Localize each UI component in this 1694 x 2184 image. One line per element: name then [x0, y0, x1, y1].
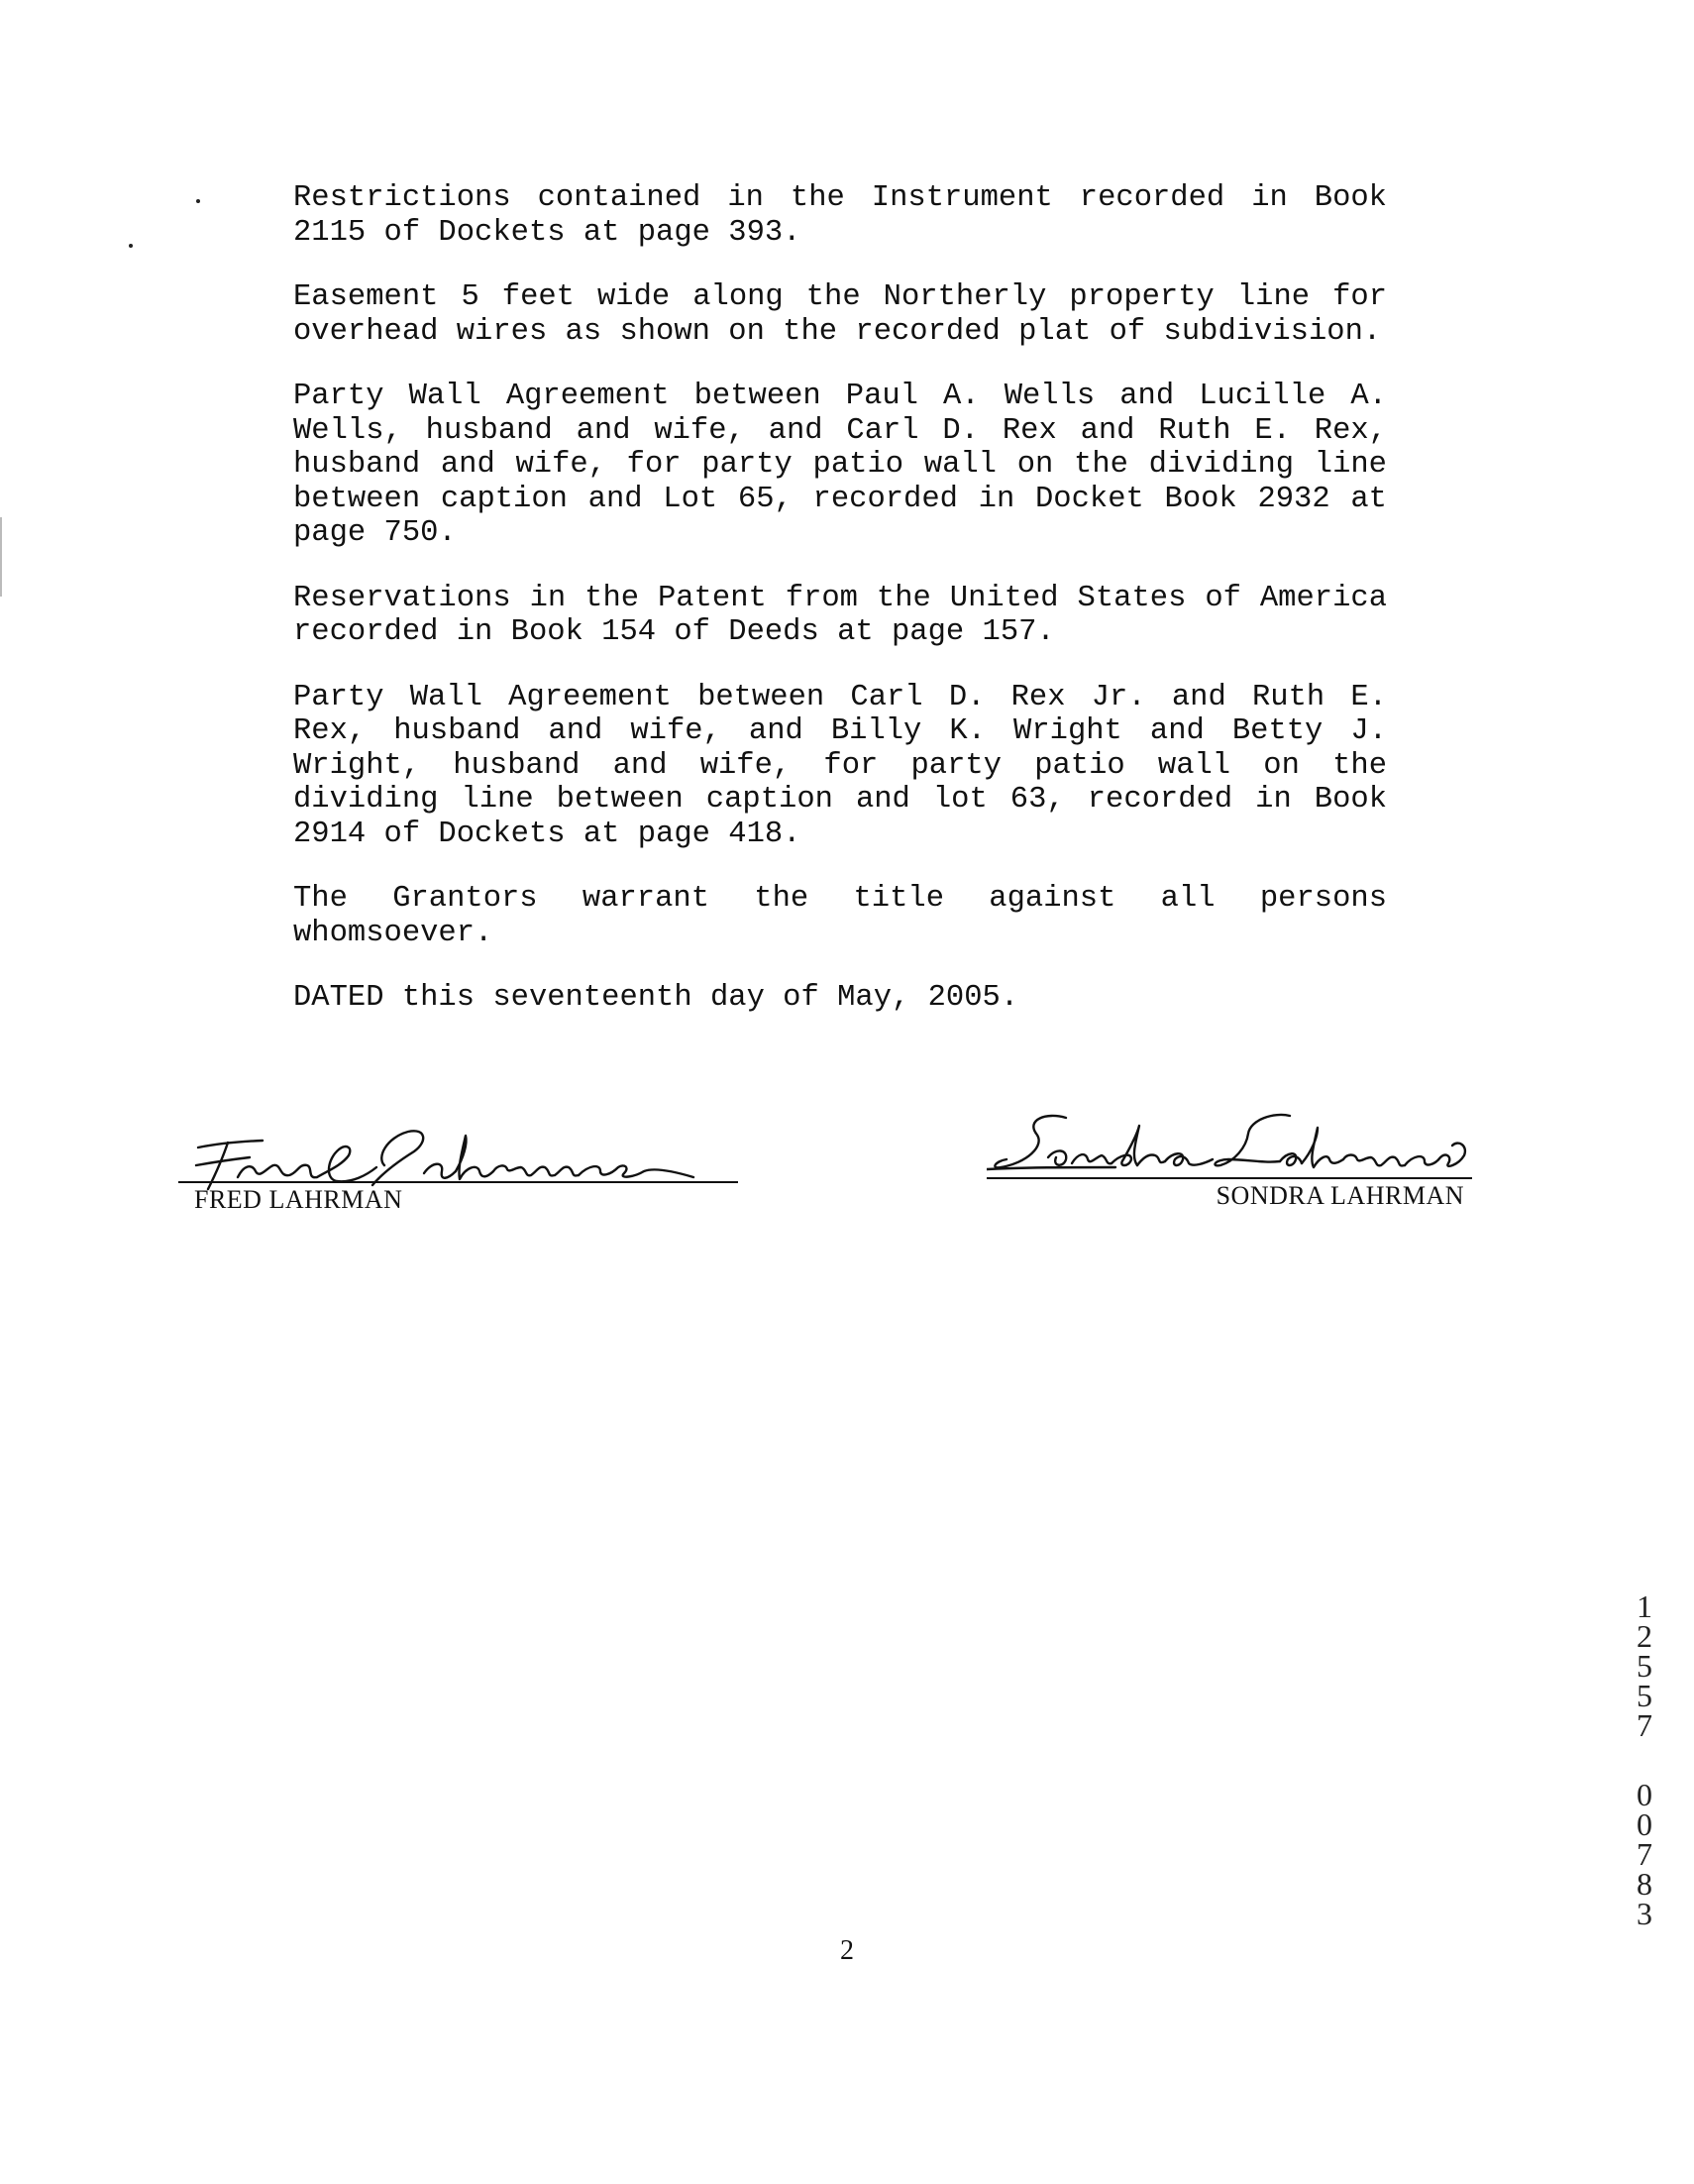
- scan-speck: [129, 244, 133, 248]
- signature-line-fred: [178, 1181, 738, 1183]
- document-body: [293, 181, 1387, 1016]
- page-number: 2: [840, 1935, 854, 1966]
- side-number-digit: 8: [1637, 1866, 1652, 1902]
- side-number-digit: 3: [1637, 1896, 1652, 1931]
- scan-speck: [196, 199, 200, 203]
- scan-edge-mark: [0, 517, 2, 597]
- printed-name-sondra: SONDRA LAHRMAN: [1216, 1181, 1464, 1210]
- side-number-digit: 7: [1637, 1836, 1652, 1872]
- signature-block-sondra: [987, 1098, 1472, 1217]
- easement-paragraph: Easement 5 feet wide along the Northerly property line for overhead wires as shown on the recorded plat of subdivision.: [293, 280, 1387, 349]
- warranty-paragraph: The Grantors warrant the title against all persons whomsoever.: [293, 882, 1387, 950]
- document-side-number: [1630, 1588, 1659, 1931]
- party-wall-paragraph-lot-65: Party Wall Agreement between Paul A. Wells and Lucille A. Wells, husband and wife, and Carl D. Rex and Ruth E. Rex, husband and wife, for party patio wall on the dividing line between caption and Lot 65, recorded in Docket Book 2932 at page 750.: [293, 380, 1387, 550]
- printed-name-fred: FRED LAHRMAN: [194, 1185, 403, 1214]
- side-number-digit: 5: [1637, 1678, 1652, 1713]
- side-number-digit: 7: [1637, 1707, 1652, 1743]
- reservations-paragraph: Reservations in the Patent from the United States of America recorded in Book 154 of Deeds at page 157.: [293, 581, 1387, 649]
- restrictions-paragraph: Restrictions contained in the Instrument recorded in Book 2115 of Dockets at page 393.: [293, 181, 1387, 250]
- side-number-digit: 1: [1637, 1588, 1652, 1624]
- side-number-digit: 5: [1637, 1648, 1652, 1684]
- side-number-digit: 2: [1637, 1618, 1652, 1654]
- side-number-digit: 0: [1637, 1806, 1652, 1842]
- signature-block-fred: [178, 1108, 738, 1227]
- dated-line: DATED this seventeenth day of May, 2005.: [293, 981, 1019, 1015]
- party-wall-paragraph-lot-63: Party Wall Agreement between Carl D. Rex Jr. and Ruth E. Rex, husband and wife, and Billy K. Wright and Betty J. Wright, husband and wife, for party patio wall on the dividing line between caption and lot 63, recorded in Book 2914 of Dockets at page 418.: [293, 680, 1387, 851]
- side-number-digit: 0: [1637, 1777, 1652, 1812]
- signature-line-sondra: [987, 1177, 1472, 1179]
